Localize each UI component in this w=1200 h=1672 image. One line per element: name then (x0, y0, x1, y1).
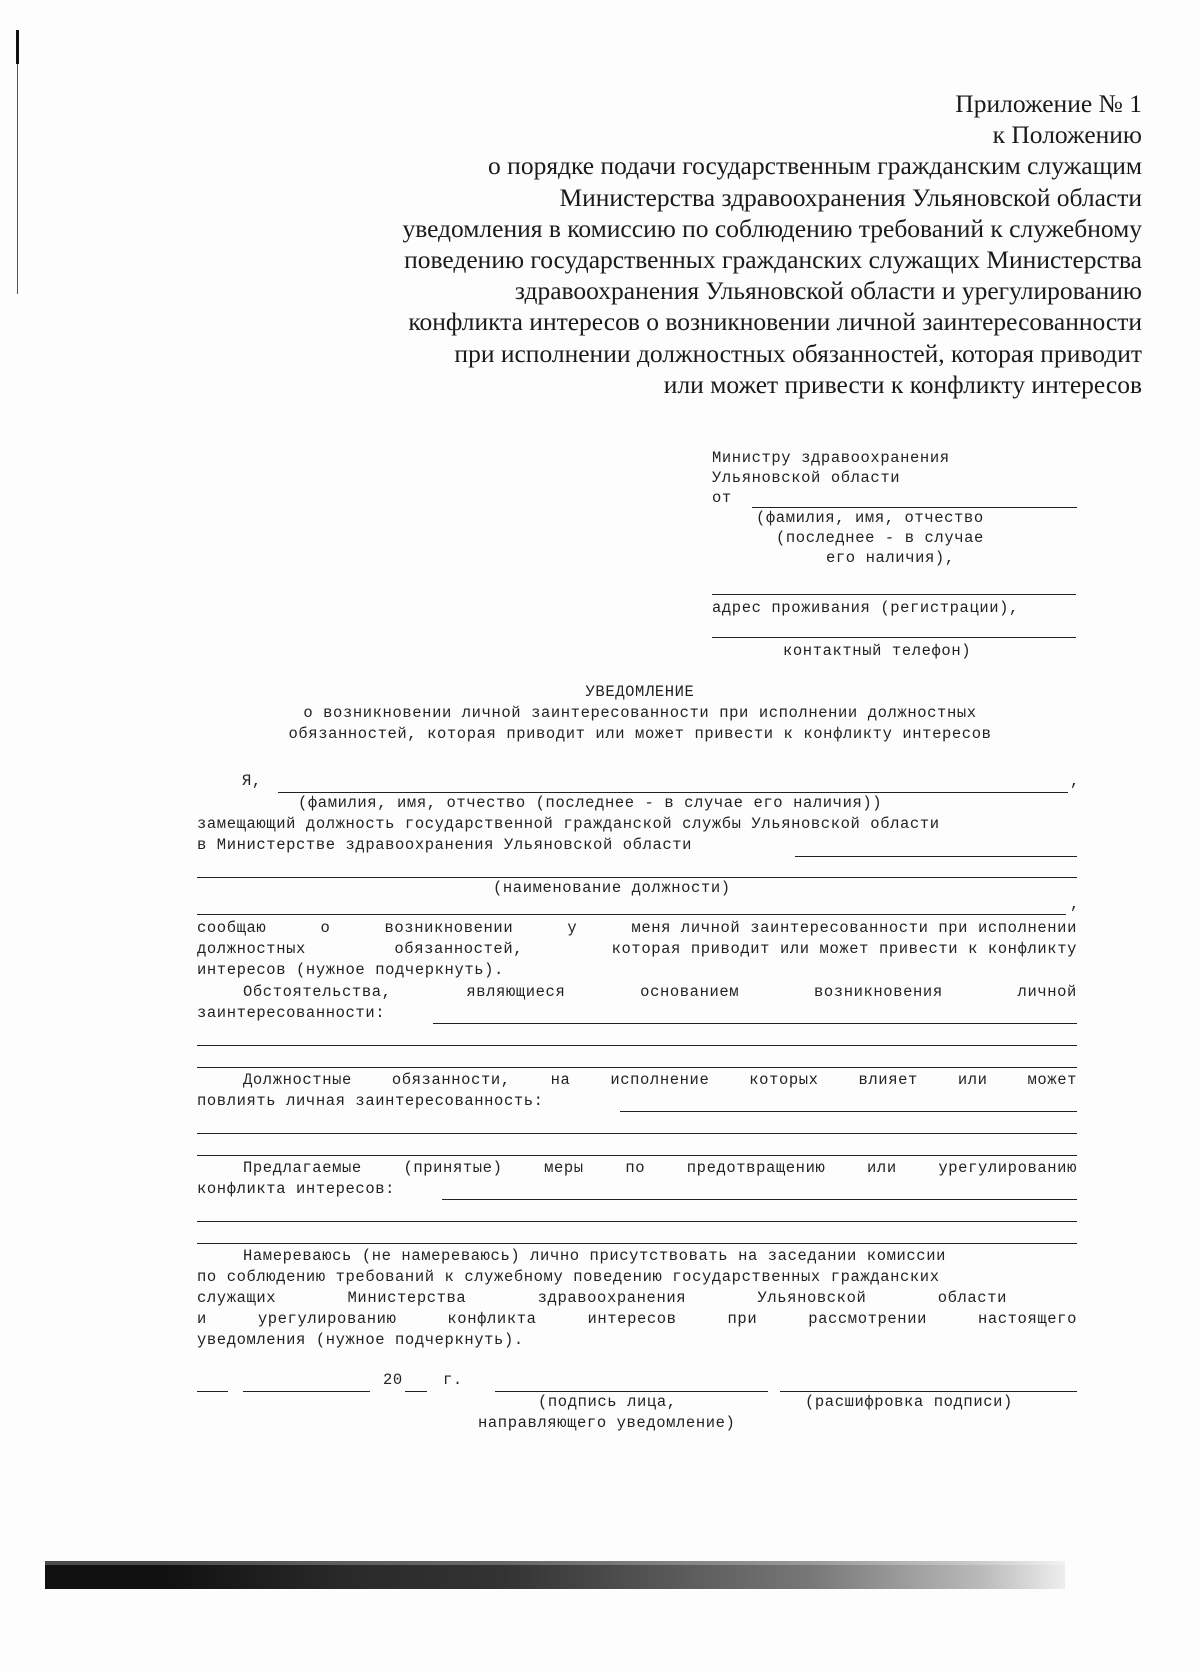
word: интересов (587, 1310, 677, 1328)
word: Обстоятельства, (243, 983, 392, 1001)
appendix-line: уведомления в комиссию по соблюдению требований к служебному (402, 213, 1142, 243)
notice-subtitle-1: о возникновении личной заинтересованности при исполнении должностных (303, 704, 977, 722)
measures-field-1[interactable] (442, 1199, 1077, 1200)
word: или (957, 1071, 988, 1089)
appendix-line: к Положению (992, 120, 1142, 150)
word: должностных (197, 940, 306, 958)
word: настоящего (977, 1310, 1077, 1328)
i-label: Я, (242, 772, 262, 790)
position-field-3[interactable] (197, 914, 1066, 915)
word: влияет (858, 1071, 918, 1089)
signature-hint-1: (подпись лица, (538, 1393, 677, 1411)
appendix-line: или может привести к конфликту интересов (663, 369, 1142, 399)
intend-line-2: по соблюдению требований к служебному поведению государственных гражданских (197, 1268, 940, 1286)
circumstances-field-1[interactable] (433, 1023, 1077, 1024)
addressee-block (712, 448, 1082, 568)
fio-hint-2: (последнее - в случае (776, 529, 984, 547)
circumstances-field-2[interactable] (197, 1045, 1077, 1046)
word: основанием (640, 983, 740, 1001)
date-month-field[interactable] (243, 1391, 370, 1392)
from-row (712, 488, 1082, 508)
word: конфликта (447, 1310, 537, 1328)
word: здравоохранения (537, 1289, 687, 1307)
word: Предлагаемые (243, 1159, 362, 1177)
word: сообщаю (197, 919, 267, 937)
appendix-header (242, 88, 1142, 400)
word: служащих (197, 1289, 277, 1307)
appendix-line: о порядке подачи государственным гражданским служащим (488, 151, 1142, 181)
fio-hint-3: его наличия), (826, 549, 955, 567)
word: возникновении (384, 919, 514, 937)
appendix-line: при исполнении должностных обязанностей, которая приводит (454, 338, 1142, 368)
report-line-2 (197, 939, 1077, 960)
comma-mark: , (1070, 772, 1080, 790)
word: исполнение (610, 1071, 710, 1089)
word: предотвращению (686, 1159, 826, 1177)
addressee-line-2: Ульяновской области (712, 469, 901, 487)
scan-artifact-mark (16, 30, 19, 64)
word: на (550, 1071, 571, 1089)
applicant-fio-hint: (фамилия, имя, отчество (последнее - в случае его наличия)) (298, 794, 883, 812)
word: рассмотрении (808, 1310, 928, 1328)
appendix-line: поведению государственных гражданских служащих Министерства (404, 245, 1142, 275)
word: Министерства (347, 1289, 467, 1307)
addressee-line-1: Министру здравоохранения (712, 449, 950, 467)
word: (принятые) (403, 1159, 503, 1177)
appendix-line: здравоохранения Ульяновской области и урегулированию (514, 276, 1142, 306)
word: у (567, 919, 578, 937)
word: при (727, 1310, 758, 1328)
word: урегулированию (938, 1159, 1077, 1177)
circumstances-field-3[interactable] (197, 1067, 1077, 1068)
word: о (320, 919, 331, 937)
duties-field-1[interactable] (620, 1111, 1077, 1112)
measures-field-3[interactable] (197, 1243, 1077, 1244)
circumstances-line-1 (243, 982, 1077, 1003)
scan-artifact-line (17, 64, 18, 294)
appendix-line: Приложение № 1 (955, 89, 1142, 118)
measures-label: конфликта интересов: (197, 1180, 396, 1198)
position-field-1[interactable] (795, 856, 1077, 857)
measures-line-1 (243, 1158, 1077, 1179)
intend-line-3 (197, 1288, 1007, 1309)
year-suffix: г. (443, 1371, 463, 1389)
word: урегулированию (257, 1310, 397, 1328)
word: обязанности, (391, 1071, 511, 1089)
appendix-line: Министерства здравоохранения Ульяновской области (559, 182, 1142, 212)
position-line-1: замещающий должность государственной гражданской службы Ульяновской области (197, 815, 940, 833)
word: являющиеся (466, 983, 566, 1001)
duties-line-1 (243, 1070, 1077, 1091)
intend-line-1: Намереваюсь (не намереваюсь) лично присутствовать на заседании комиссии (243, 1247, 947, 1265)
report-line-1 (197, 918, 1077, 939)
word: и (197, 1310, 207, 1328)
fio-field-line-2[interactable] (712, 594, 1076, 595)
duties-label: повлиять личная заинтересованность: (197, 1092, 544, 1110)
signature-hint-2: направляющего уведомление) (478, 1414, 736, 1432)
word: меня личной заинтересованности при исполнении (631, 919, 1077, 937)
word: по (625, 1159, 646, 1177)
appendix-line: конфликта интересов о возникновении личной заинтересованности (408, 307, 1142, 337)
word: может (1027, 1071, 1077, 1089)
phone-hint: контактный телефон) (783, 642, 972, 660)
from-label: от (712, 489, 732, 507)
notice-title-block (200, 682, 1080, 745)
word: обязанностей, (394, 940, 524, 958)
date-day-field[interactable] (197, 1391, 228, 1392)
date-year-field[interactable] (405, 1391, 427, 1392)
word: личной (1017, 983, 1077, 1001)
scan-artifact-bar (45, 1561, 1065, 1589)
word: которая приводит или может привести к конфликту (611, 940, 1077, 958)
intend-line-4 (197, 1309, 1077, 1330)
intend-line-5: уведомления (нужное подчеркнуть). (197, 1331, 524, 1349)
address-hint: адрес проживания (регистрации), (712, 599, 1019, 617)
decode-hint: (расшифровка подписи) (805, 1393, 1013, 1411)
address-field-line[interactable] (712, 637, 1076, 638)
fio-hint-1: (фамилия, имя, отчество (756, 509, 984, 527)
measures-field-2[interactable] (197, 1221, 1077, 1222)
notice-subtitle-2: обязанностей, которая приводит или может привести к конфликту интересов (288, 725, 992, 743)
year-prefix: 20 (383, 1371, 403, 1389)
duties-field-2[interactable] (197, 1133, 1077, 1134)
report-line-3: интересов (нужное подчеркнуть). (197, 961, 504, 979)
duties-field-3[interactable] (197, 1155, 1077, 1156)
comma-mark-2: , (1070, 895, 1080, 913)
word: меры (544, 1159, 584, 1177)
word: Должностные (243, 1071, 352, 1089)
word: возникновения (814, 983, 943, 1001)
position-line-2: в Министерстве здравоохранения Ульяновской области (197, 836, 693, 854)
word: области (937, 1289, 1007, 1307)
circumstances-label: заинтересованности: (197, 1004, 386, 1022)
word: или (867, 1159, 897, 1177)
position-hint: (наименование должности) (493, 879, 731, 897)
word: Ульяновской (757, 1289, 867, 1307)
notice-title: УВЕДОМЛЕНИЕ (585, 683, 695, 701)
word: которых (749, 1071, 819, 1089)
